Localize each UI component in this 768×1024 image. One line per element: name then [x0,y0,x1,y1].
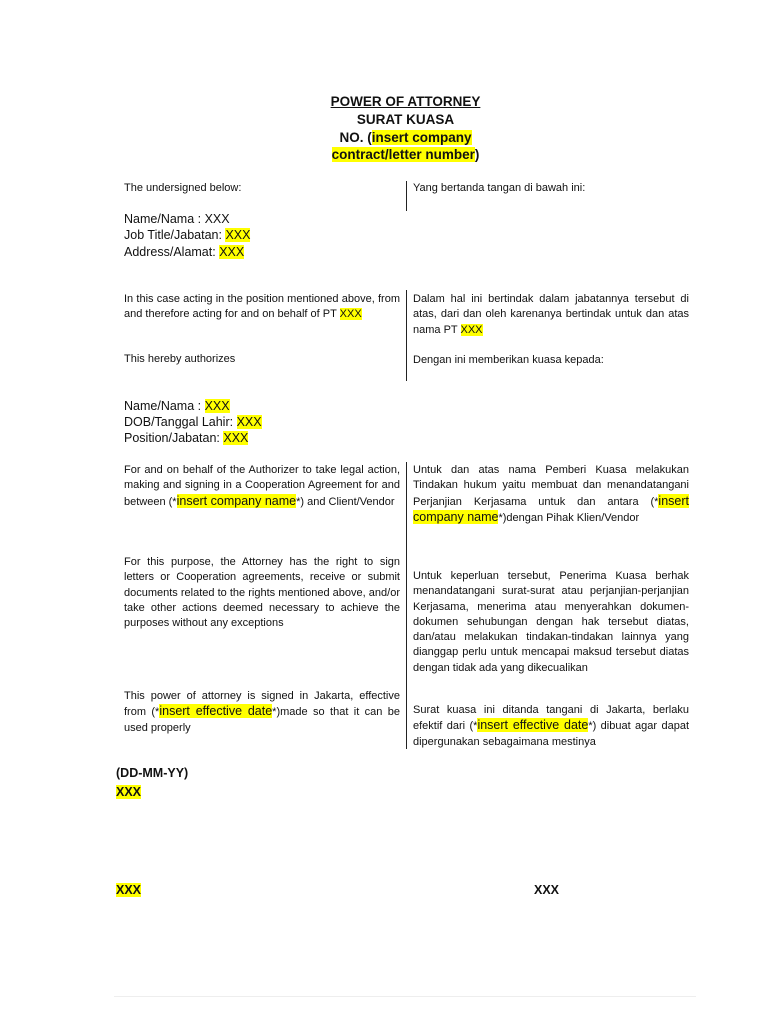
date-value: XXX [116,785,142,799]
document-subtitle [0,111,768,129]
undersigned-en: The undersigned below: [124,182,242,194]
signature-right: XXX [534,883,560,897]
title-surat-kuasa: SURAT KUASA [356,112,455,127]
column-divider [406,181,407,211]
purpose-en: For this purpose, the Attorney has the right to sign letters or Cooperation agreements, receive or submit documents related to the rights mentioned above, and/or take other actions deemed necessary to achieve the purposes without any exceptions [124,556,400,630]
document-number-line1: NO. (insert company [339,130,472,145]
authorizes-en: This hereby authorizes [124,353,236,365]
signature-left: XXX [116,883,142,897]
page-bottom-divider [114,996,696,997]
placeholder-company: insert company [371,130,472,145]
attorney-dob: DOB/Tanggal Lahir: XXX [124,415,262,429]
behalf-en: For and on behalf of the Authorizer to take legal action, making and signing in a Cooperation Agreement for and between (*insert company name*) and Client/Vendor [124,464,400,508]
attorney-name: Name/Nama : XXX [124,399,230,413]
document-number-line2: contract/letter number) [331,147,480,162]
grantor-address: Address/Alamat: XXX [124,245,245,259]
attorney-position: Position/Jabatan: XXX [124,431,249,445]
document-title [0,93,768,111]
behalf-id: Untuk dan atas nama Pemberi Kuasa melakukan Tindakan hukum yaitu membuat dan menandatangani Perjanjian Kerjasama untuk dan antara (*insert company name*)dengan Pihak Klien/Vendor [413,464,689,524]
acting-id: Dalam hal ini bertindak dalam jabatannya tersebut di atas, dari dan oleh karenanya bertindak untuk dan atas nama PT XXX [413,293,689,336]
grantor-name: Name/Nama : XXX [124,212,230,226]
acting-en: In this case acting in the position mentioned above, from and therefore acting for and on behalf of PT XXX [124,293,400,321]
undersigned-id: Yang bertanda tangan di bawah ini: [413,182,586,194]
title-power-of-attorney: POWER OF ATTORNEY [330,94,481,109]
authorizes-id: Dengan ini memberikan kuasa kepada: [413,354,604,366]
grantor-job-title: Job Title/Jabatan: XXX [124,228,251,242]
signed-en: This power of attorney is signed in Jakarta, effective from (*insert effective date*)made so that it can be used properly [124,690,400,734]
placeholder-contract-number: contract/letter number [331,147,475,162]
date-format: (DD-MM-YY) [116,766,189,780]
signed-id: Surat kuasa ini ditanda tangani di Jakarta, berlaku efektif dari (*insert effective date*) dibuat agar dapat dipergunakan sebagaimana mestinya [413,704,689,748]
column-divider [406,462,407,749]
column-divider [406,290,407,381]
purpose-id: Untuk keperluan tersebut, Penerima Kuasa berhak menandatangani surat-surat atau perjanjian-perjanjian Kerjasama, menerima atau menyerahkan dokumen-dokumen sehubungan dengan hak tersebut diatas, dan/atau melakukan tindakan-tindakan lainnya yang dianggap perlu untuk mencapai maksud tersebut diatas dengan tidak ada yang dikecualikan [413,570,689,674]
